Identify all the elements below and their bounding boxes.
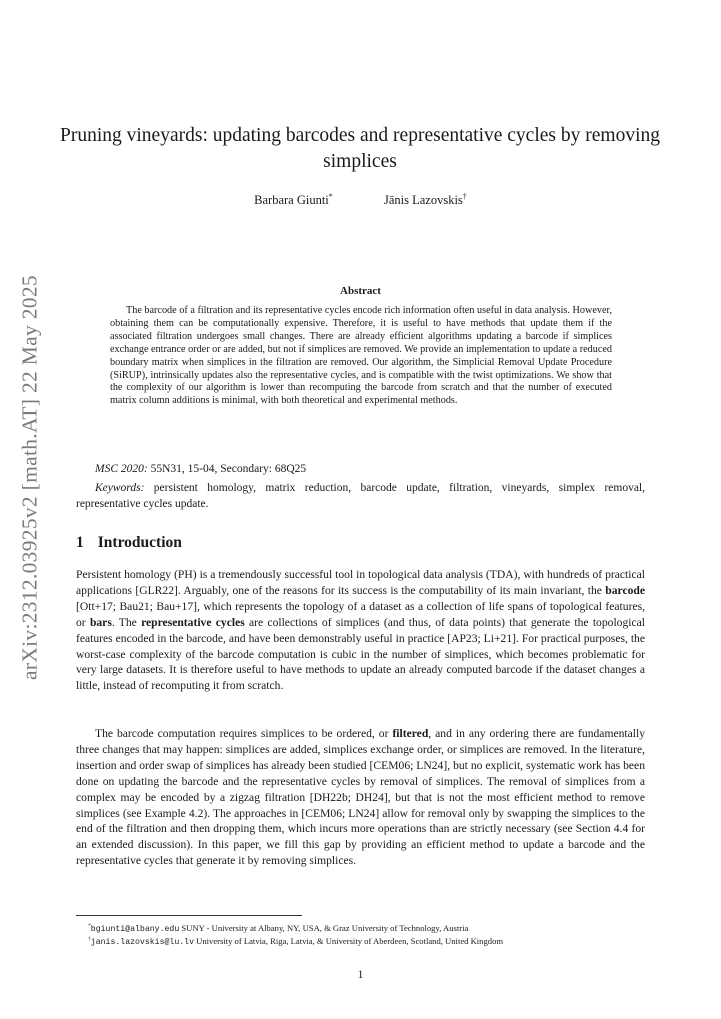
paper-title: Pruning vineyards: updating barcodes and representative cycles by removing simplices <box>60 125 660 172</box>
page-number: 1 <box>357 969 364 981</box>
paragraph: Persistent homology (PH) is a tremendously successful tool in topological data analysis (TDA), with hundreds of practical applications [GLR22]. Arguably, one of the reasons for its success is the computability of its main invariant, the barcode [Ott+17; Bau21; Bau+17], which represents the topology of a dataset as a collection of life spans of topological features, or bars. The representative cycles are collections of simplices (and thus, of data points) that generate the topological features encoded in the barcode, and have been demonstrably useful in practice [AP23; Li+21]. For practical purposes, the worst-case complexity of the barcode computation is cubic in the number of simplices, which becomes problematic for very large datasets. It is therefore useful to have methods to update an already computed barcode if the dataset changes a little, instead of recomputing it from scratch. <box>76 568 645 693</box>
author: Barbara Giunti* <box>254 192 333 208</box>
footnote-rule <box>76 915 302 916</box>
footnote: *bgiunti@albany.edu SUNY - University at Albany, NY, USA, & Graz University of Technology, Austria <box>88 922 469 934</box>
term-representative-cycles: representative cycles <box>141 615 245 629</box>
author: Jānis Lazovskis† <box>383 192 467 208</box>
msc-classification: MSC 2020: 55N31, 15-04, Secondary: 68Q25 <box>95 463 307 475</box>
term-barcode: barcode <box>605 583 645 597</box>
paragraph: The barcode computation requires simplices to be ordered, or filtered, and in any ordering there are fundamentally three changes that may happen: simplices are added, simplices exchange order, or simplices are removed. In the literature, insertion and order swap of simplices has already been studied [CEM06; LN24], but no explicit, systematic work has been done on updating the barcode and the representative cycles by removal of simplices. The removal of simplices from a complex may be encoded by a zigzag filtration [DH22b; DH24], but that is not the most efficient method to remove simplices (see Example 4.2). The approaches in [CEM06; LN24] allow for removal only by swapping the simplices to the end of the filtration and then dropping them, which incurs more operations than are strictly necessary (see Section 4.4 for an extended discussion). In this paper, we fill this gap by providing an efficient method to update a barcode and the representative cycles that generate it by removing simplices. <box>76 727 646 868</box>
term-bars: bars <box>89 615 112 629</box>
abstract-text: The barcode of a filtration and its representative cycles encode rich information often useful in data analysis. However, obtaining them can be computationally expensive. Therefore, it is useful to have methods that update them if the associated filtration undergoes small changes. There are already efficient algorithms updating a barcode if simplices exchange entrance order or are added, but not if simplices are removed. We provide an implementation to update a reduced boundary matrix when simplices in the filtration are removed. Our algorithm, the Simplicial Removal Update Procedure (SiRUP), intrinsically updates also the representative cycles, and is compatible with the twist optimizations. We show that the complexity of our algorithm is lower than recomputing the barcode from scratch and that the number of executed matrix column additions is minimal, with both theoretical and experimental methods. <box>110 305 612 407</box>
author-list <box>0 192 721 208</box>
email-link[interactable]: janis.lazovskis@lu.lv <box>90 937 194 947</box>
email-link[interactable]: bgiunti@albany.edu <box>90 924 180 934</box>
abstract-heading: Abstract <box>340 285 381 297</box>
keywords: Keywords: persistent homology, matrix reduction, barcode update, filtration, vineyards, simplex removal, representative cycles update. <box>76 482 645 510</box>
arxiv-identifier: arXiv:2312.03925v2 [math.AT] 22 May 2025 <box>17 275 42 680</box>
term-filtered: filtered <box>392 727 429 740</box>
section-heading: 1 Introduction <box>76 534 182 551</box>
footnote: †janis.lazovskis@lu.lv University of Latvia, Riga, Latvia, & University of Aberdeen, Scotland, United Kingdom <box>88 935 504 947</box>
